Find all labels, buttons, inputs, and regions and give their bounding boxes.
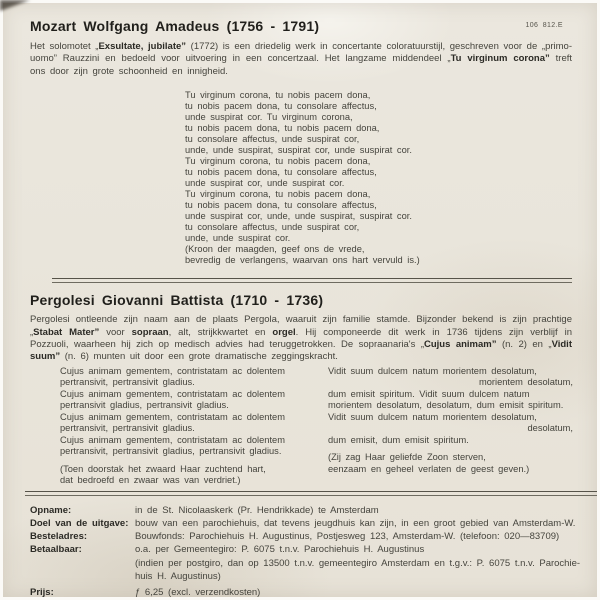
text-segment: Exsultate, jubilate” — [98, 41, 187, 52]
verse-line: eenzaam en geheel verlaten de geest geven.) — [328, 463, 530, 474]
verse-line: tu consolare affectus, unde suspirat cor, — [185, 134, 360, 145]
text-segment: Stabat Mater” — [33, 326, 100, 338]
text-segment: Pergolesi ontleende zijn naam aan de plaats Pergola, waaruit zijn familie stamde. Bijzonder bekend is zijn prachtige „ — [30, 314, 572, 338]
verse-line: tu nobis pacem dona, tu nobis pacem dona, — [185, 123, 380, 134]
verse-line: tu nobis pacem dona, tu consolare affectus, — [185, 167, 377, 178]
verse-line: Tu virginum corona, tu nobis pacem dona, — [185, 189, 371, 200]
footer-row-value — [135, 504, 572, 517]
verse-line: tu consolare affectus, unde suspirat cor, — [185, 222, 360, 233]
verse-line: Tu virginum corona, tu nobis pacem dona, — [185, 90, 371, 101]
verse-line: morientem desolatum, — [479, 377, 573, 388]
verse-line: pertransivit gladius, pertransivit gladius. — [60, 400, 229, 411]
verse-line: unde, unde suspirat, suspirat cor, unde suspirat cor. — [185, 145, 412, 156]
text-segment: orgel — [272, 326, 296, 338]
verse-line: Vidit suum dulcem natum morientem desolatum, — [328, 411, 537, 422]
verse-line: unde, unde suspirat cor. — [185, 233, 291, 244]
verse-line: Cujus animam gementem, contristatam ac dolentem — [60, 434, 285, 445]
footer-line: in de St. Nicolaaskerk (Pr. Hendrikkade) te Amsterdam — [135, 504, 379, 516]
footer-line: o.a. per Gemeentegiro: P. 6075 t.n.v. Parochiehuis H. Augustinus — [135, 544, 425, 556]
text-segment: (n. 6) munten uit door een grote dramatische zeggingskracht. — [60, 351, 338, 363]
verse-line: tu nobis pacem dona, tu consolare affectus, — [185, 200, 377, 211]
text-segment: Cujus animam” — [423, 339, 497, 351]
footer-line: (indien per postgiro, dan op 13500 t.n.v. gemeentegiro Amsterdam en t.g.v.: P. 6075 t.n.v. Parochie- — [135, 557, 581, 569]
verse-line: (Kroon der maagden, geef ons de vrede, — [185, 244, 365, 255]
pergolesi-verse-left — [60, 366, 312, 487]
verse-line: dat bedroefd en zwaar was van verdriet.) — [60, 475, 241, 486]
verse-line: (Zij zag Haar geliefde Zoon sterven, — [328, 452, 486, 463]
text-segment: treft ons door zijn grote schoonheid en innigheid. — [30, 53, 573, 77]
text-segment: Vidit suum” — [30, 339, 572, 363]
footer-row — [30, 517, 576, 530]
pergolesi-heading: Pergolesi Giovanni Battista (1710 - 1736) — [30, 292, 324, 309]
verse-line: pertransivit, pertransivit gladius, pertransivit gladius. — [60, 446, 282, 457]
verse-line: morientem desolatum, desolatum, dum emisit spiritum. — [328, 400, 564, 411]
pergolesi-section — [30, 293, 572, 487]
verse-line: desolatum, — [527, 423, 573, 434]
text-segment: , alt, strijkkwartet en — [168, 326, 273, 338]
mozart-verse — [185, 90, 572, 266]
footer-row — [30, 586, 572, 599]
record-sleeve-back — [3, 3, 597, 597]
pergolesi-verse-right — [328, 366, 573, 487]
verse-line: unde suspirat cor, unde, unde suspirat, suspirat cor. — [185, 211, 412, 222]
footer-line: huis H. Augustinus) — [135, 570, 221, 582]
text-segment: (1772) is een driedelig werk in concertante coloratuurstijl, geschreven voor de „primo-uomo” Rauzzini en bedoeld voor uitvoering in een concertzaal. Het langzame middendeel „ — [30, 41, 572, 65]
footer-row — [30, 543, 581, 583]
pergolesi-verse-columns — [60, 366, 572, 487]
section-divider — [52, 278, 572, 283]
scan-corner-shadow — [0, 0, 30, 11]
footer-row-value — [135, 530, 572, 543]
text-segment: Tu virginum corona” — [450, 53, 550, 65]
verse-line: dum emisit, dum emisit spiritum. — [328, 434, 469, 445]
text-segment: (n. 2) en „ — [496, 339, 552, 351]
verse-line: unde suspirat cor. Tu virginum corona, — [185, 112, 353, 123]
text-segment: Het solomotet „ — [30, 41, 99, 52]
catalog-number: 106 812.E — [525, 22, 563, 29]
verse-line: bevredig de verlangens, waarvan ons hart vervuld is.) — [185, 255, 420, 266]
footer-row-value — [135, 517, 575, 530]
mozart-section — [30, 19, 572, 266]
footer-row-value — [135, 586, 572, 599]
text-segment: . Hij componeerde dit werk in 1736 tijdens zijn verblijf in Pozzuoli, waarheen hij zich op medisch advies had teruggetrokken. De sopraanaria's „ — [30, 326, 573, 351]
footer-rows — [3, 504, 597, 599]
footer-line: ƒ 6,25 (excl. verzendkosten) — [135, 587, 261, 599]
footer-row-label: Betaalbaar: — [30, 544, 82, 556]
footer-row — [30, 504, 572, 517]
verse-line: pertransivit, pertransivit gladius. — [60, 423, 195, 434]
verse-line: Vidit suum dulcem natum morientem desolatum, — [328, 365, 537, 376]
footer-row-label: Doel van de uitgave: — [30, 518, 129, 530]
mozart-heading: Mozart Wolfgang Amadeus (1756 - 1791) — [30, 18, 320, 34]
text-segment: sopraan — [131, 326, 169, 338]
verse-line: Tu virginum corona, tu nobis pacem dona, — [185, 156, 371, 167]
sleeve-content — [3, 19, 597, 487]
verse-line: tu nobis pacem dona, tu consolare affectus, — [185, 101, 377, 112]
footer-row-value — [135, 543, 580, 583]
verse-line: Cujus animam gementem, contristatam ac dolentem — [60, 365, 285, 376]
verse-line: (Toen doorstak het zwaard Haar zuchtend hart, — [60, 463, 266, 474]
verse-line: dum emisit spiritum. Vidit suum dulcem natum — [328, 388, 530, 399]
text-segment: voor — [99, 326, 132, 338]
footer-line: bouw van een parochiehuis, dat tevens jeugdhuis kan zijn, in een groot gebied van Amsterdam-W. — [135, 518, 576, 530]
footer-row-label: Opname: — [30, 504, 72, 516]
footer-line: Bouwfonds: Parochiehuis H. Augustinus, Postjesweg 123, Amsterdam-W. (telefoon: 020—83709) — [135, 531, 560, 543]
pergolesi-intro-paragraph — [30, 314, 572, 364]
verse-line: Cujus animam gementem, contristatam ac dolentem — [60, 411, 285, 422]
verse-line: pertransivit, pertransivit gladius. — [60, 377, 195, 388]
verse-line: Cujus animam gementem, contristatam ac dolentem — [60, 388, 285, 399]
footer-row — [30, 530, 572, 543]
verse-line: unde suspirat cor, unde suspirat cor. — [185, 178, 345, 189]
mozart-intro-paragraph — [30, 41, 572, 78]
footer-row-label: Besteladres: — [30, 531, 88, 543]
footer-row-label: Prijs: — [30, 587, 54, 599]
footer-divider — [25, 491, 597, 496]
